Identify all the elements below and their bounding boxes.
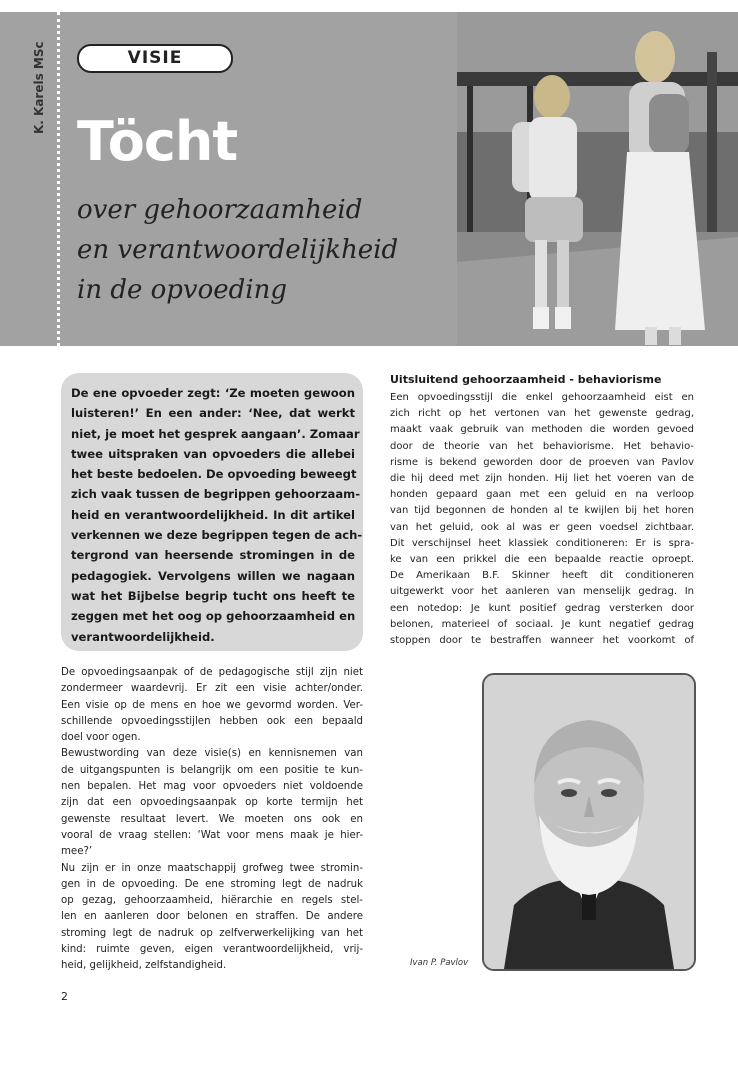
lead-line: tergrond van heersende stromingen in de bbox=[71, 548, 355, 563]
body-line: Dit verschijnsel heet klassiek conditioneren: Er is spra- bbox=[390, 537, 694, 549]
body-line: door de theorie van het behaviorisme. Het behavio- bbox=[390, 440, 694, 452]
article-title: Töcht bbox=[77, 110, 238, 173]
author-byline bbox=[18, 24, 46, 134]
figure-caption: Ivan P. Pavlov bbox=[410, 958, 469, 968]
body-line: de uitgangspunten is belangrijk om een positie te kun- bbox=[61, 764, 363, 776]
body-line: vooral de vraag stellen: ‘Wat voor mens maak je hier- bbox=[61, 829, 363, 841]
body-text-right-column bbox=[390, 390, 694, 649]
body-line: zich richt op het vertonen van het gewenste gedrag, bbox=[390, 408, 694, 420]
body-line: van tijd begonnen de honden al te kwijlen bij het horen bbox=[390, 505, 694, 517]
subtitle-line: en verantwoordelijkheid bbox=[77, 235, 399, 265]
body-line: nen bepalen. Het mag voor opvoeders niet voldoende bbox=[61, 781, 363, 793]
body-line: uitgewerkt voor het aanleren van menselijk gedrag. In bbox=[390, 586, 694, 598]
lead-line: wat het Bijbelse begrip tucht ons heeft te bbox=[71, 588, 355, 603]
page-number: 2 bbox=[61, 990, 68, 1003]
subtitle-line: over gehoorzaamheid bbox=[77, 195, 363, 225]
dotted-divider bbox=[57, 12, 60, 346]
body-line: heid, gelijkheid, zelfstandigheid. bbox=[61, 960, 227, 972]
body-text-left-column bbox=[61, 665, 363, 975]
body-line: len en aanleren door belonen en straffen. De andere bbox=[61, 911, 363, 923]
lead-line: luisteren!’ En een ander: ‘Nee, dat werkt bbox=[71, 406, 355, 421]
body-line: Een opvoedingsstijl die enkel gehoorzaamheid eist en bbox=[390, 392, 694, 403]
body-line: gen in de opvoeding. De ene stroming legt de nadruk bbox=[61, 878, 363, 890]
subtitle-line: in de opvoeding bbox=[77, 275, 287, 305]
lead-line: zeggen met het oog op gehoorzaamheid en bbox=[71, 609, 356, 624]
header-photo-girls-with-backpacks bbox=[457, 12, 738, 346]
body-line: honden gepaard gaan met een geluid en na verloop bbox=[390, 489, 694, 501]
pavlov-portrait-illustration bbox=[484, 675, 694, 969]
section-heading: Uitsluitend gehoorzaamheid - behaviorisme bbox=[390, 373, 662, 386]
body-line: maakt vaak gebruik van methoden die worden gevoed bbox=[390, 424, 694, 436]
body-line: stoppen door te bestraffen wanneer het voorkomt of bbox=[390, 635, 694, 647]
header-photo-illustration bbox=[457, 12, 738, 346]
lead-line: pedagogiek. Vervolgens willen we nagaan bbox=[71, 568, 355, 583]
body-line: mee?’ bbox=[61, 846, 93, 858]
pavlov-portrait bbox=[482, 673, 696, 971]
lead-line: twee uitspraken van opvoeders die allebei bbox=[71, 446, 355, 461]
body-line: Een visie op de mens en hoe we gevormd worden. Ver- bbox=[61, 699, 363, 711]
lead-line: heid en verantwoordelijkheid. In dit artikel bbox=[71, 507, 355, 522]
lead-line: verkennen we deze begrippen tegen de ach- bbox=[71, 528, 363, 543]
body-line: doel voor ogen. bbox=[61, 732, 141, 744]
body-line: Nu zijn er in onze maatschappij grofweg twee stromin- bbox=[61, 862, 363, 874]
section-label: VISIE bbox=[77, 44, 233, 73]
author-name: K. Karels MSc bbox=[32, 41, 46, 134]
body-line: Bewustwording van deze visie(s) en kennisnemen van bbox=[61, 748, 363, 760]
body-line: van het geluid, ook al was er geen voedsel zichtbaar. bbox=[390, 521, 694, 533]
body-line: stroming legt de nadruk op zelfverwerkelijking van het bbox=[61, 927, 363, 939]
lead-line: niet, je moet het gesprek aangaan’. Zomaar bbox=[71, 426, 360, 441]
body-line: die hij deed met zijn honden. Hij liet het voeren van de bbox=[390, 473, 694, 485]
lead-line: zich vaak tussen de begrippen gehoorzaam- bbox=[71, 487, 361, 502]
body-line: op gezag, gehoorzaamheid, hiërarchie en regels stel- bbox=[61, 895, 363, 907]
body-line: schillende opvoedingsstijlen hebben ook een bepaald bbox=[61, 715, 363, 727]
body-line: risme is bekend geworden door de proeven van Pavlov bbox=[390, 456, 694, 468]
lead-line: verantwoordelijkheid. bbox=[71, 629, 215, 644]
body-line: een notedop: Je kunt positief gedrag versterken door bbox=[390, 602, 694, 614]
body-line: zondermeer waardevrij. Er zit een visie achter/onder. bbox=[61, 683, 363, 695]
body-line: belonen, materieel of sociaal. Je kunt negatief gedrag bbox=[390, 618, 694, 630]
body-line: zijn dat een opvoedingsaanpak op korte termijn het bbox=[61, 797, 363, 809]
body-line: kind: ruimte geven, eigen verantwoordelijkheid, vrij- bbox=[61, 944, 363, 956]
lead-line: het beste bedoelen. De opvoeding beweegt bbox=[71, 467, 357, 482]
lead-intro-box bbox=[61, 373, 363, 651]
body-line: De opvoedingsaanpak of de pedagogische stijl zijn niet bbox=[61, 667, 363, 678]
article-subtitle bbox=[77, 190, 398, 310]
body-line: ke van een prikkel die een bepaalde reactie oproept. bbox=[390, 554, 694, 566]
body-line: De Amerikaan B.F. Skinner heeft dit conditioneren bbox=[390, 570, 694, 582]
lead-line: De ene opvoeder zegt: ‘Ze moeten gewoon bbox=[71, 386, 355, 400]
body-line: gewenste resultaat levert. We moeten ons ook en bbox=[61, 813, 363, 825]
